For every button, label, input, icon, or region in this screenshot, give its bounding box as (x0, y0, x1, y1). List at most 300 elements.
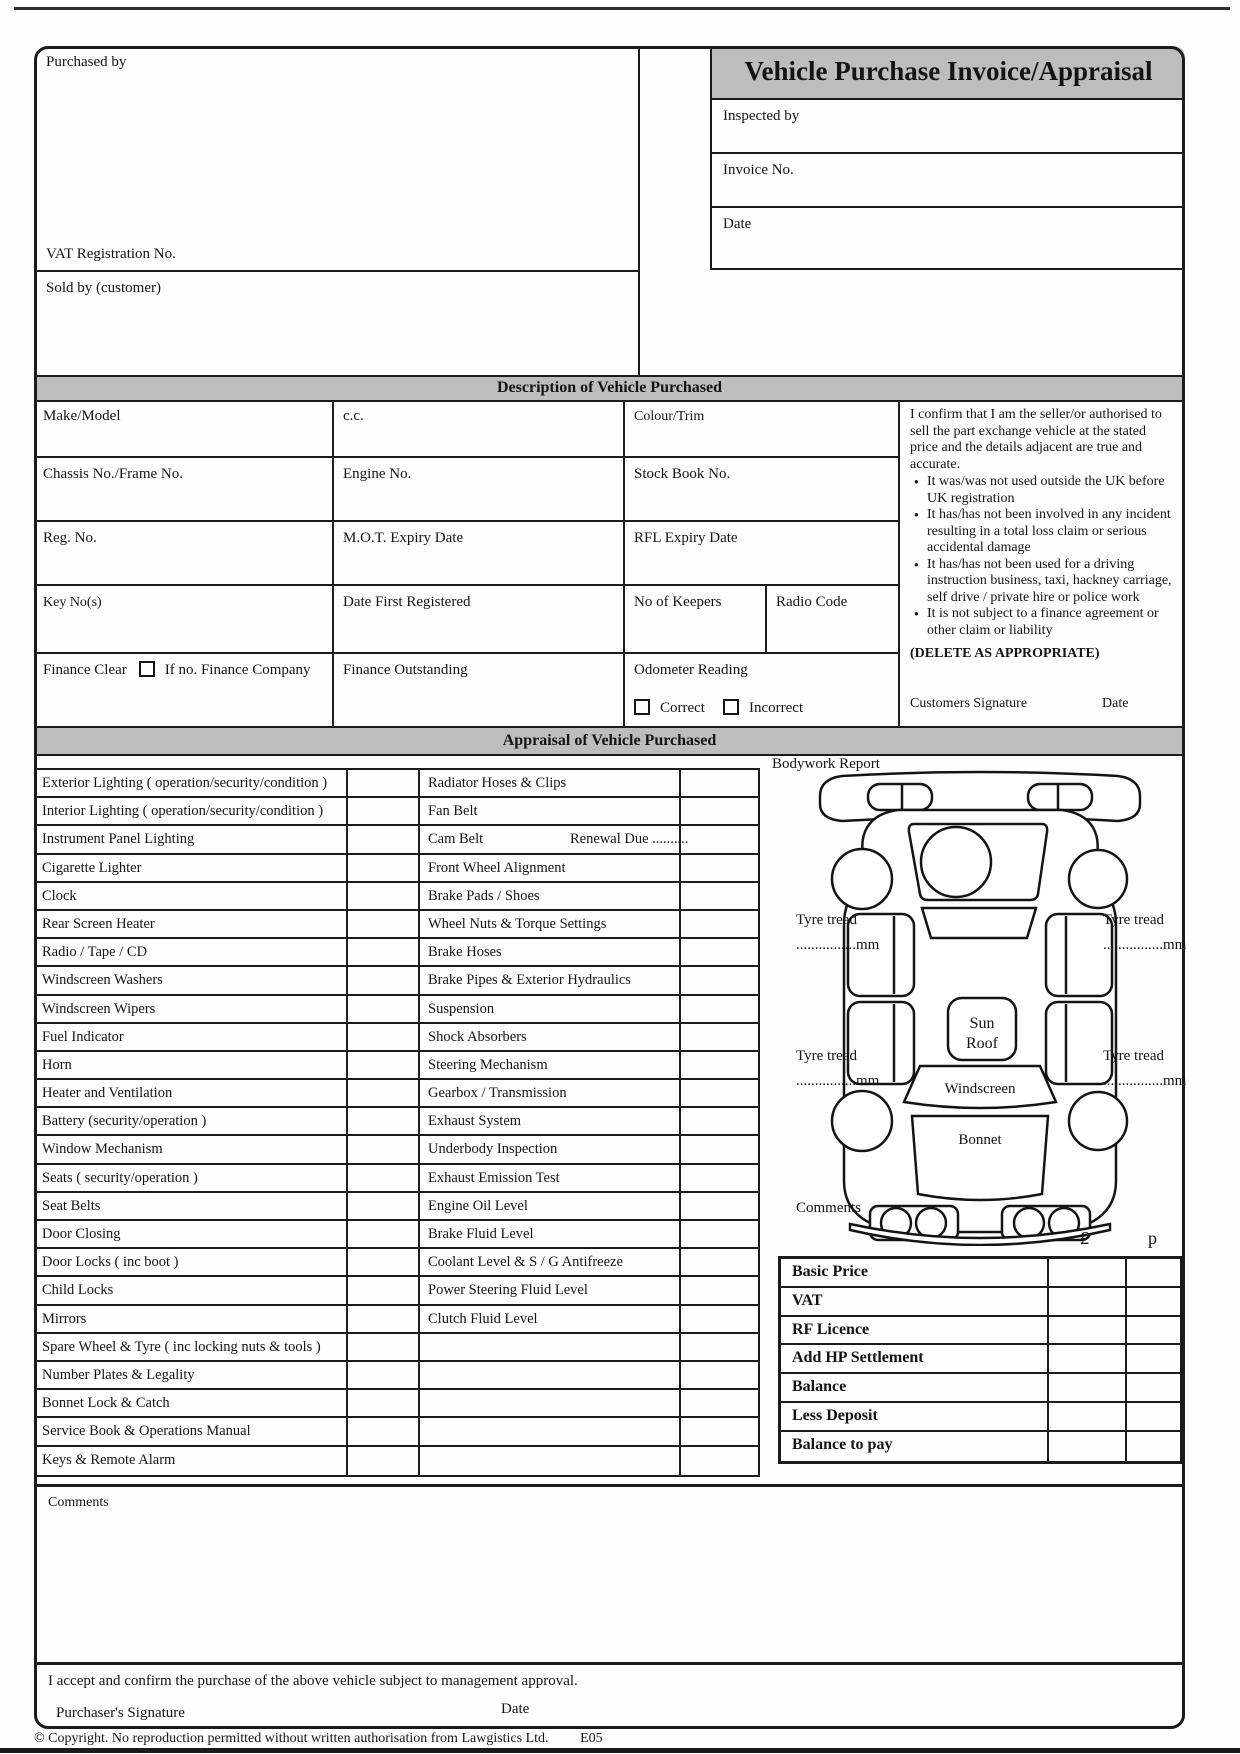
pounds-column-header: £ (1080, 1228, 1089, 1248)
pricing-pounds-cell[interactable] (1049, 1288, 1127, 1315)
checklist-item-label: Horn (34, 1052, 348, 1078)
make-model-field[interactable] (34, 400, 334, 458)
finance-outstanding-label: Finance Outstanding (343, 662, 468, 678)
form-code: E05 (580, 1731, 603, 1746)
scan-artifact-top-line (14, 7, 1230, 10)
pricing-row (781, 1345, 1180, 1374)
checklist-result-cell[interactable] (681, 1306, 758, 1332)
if-no-finance-label: If no. Finance Company (164, 662, 311, 678)
checklist-row (34, 967, 418, 995)
checklist-item-label (420, 1024, 681, 1050)
checklist-result-cell[interactable] (348, 996, 418, 1022)
pricing-pounds-cell[interactable] (1049, 1317, 1127, 1344)
checklist-item-label: Cigarette Lighter (34, 855, 348, 881)
pricing-pence-cell[interactable] (1127, 1288, 1180, 1315)
checklist-item-label (420, 1277, 681, 1303)
checklist-item-label: Seat Belts (34, 1193, 348, 1219)
no-of-keepers-field[interactable] (625, 586, 767, 654)
checklist-item-label (420, 1052, 681, 1078)
acceptance-box (34, 1662, 1185, 1729)
checklist-item-text: Shock Absorbers (428, 1028, 527, 1045)
checklist-item-label (420, 1447, 681, 1475)
checklist-row (34, 798, 418, 826)
cc-label: c.c. (343, 408, 364, 424)
tyre-tread-rear-right[interactable] (1103, 1048, 1186, 1090)
date-field[interactable] (712, 208, 1185, 270)
checklist-row (34, 1221, 418, 1249)
mot-expiry-field[interactable] (334, 522, 625, 586)
checklist-item-text: Power Steering Fluid Level (428, 1282, 588, 1299)
checklist-result-cell[interactable] (348, 911, 418, 937)
copyright-text: © Copyright. No reproduction permitted without written authorisation from Lawgistics Ltd. (34, 1731, 549, 1746)
declaration-bullet: ● It was/was not used outside the UK before UK registration (927, 474, 1176, 507)
pricing-pounds-cell[interactable] (1049, 1403, 1127, 1430)
checklist-item-label: Fuel Indicator (34, 1024, 348, 1050)
checklist-item-label: Exterior Lighting ( operation/security/condition ) (34, 770, 348, 796)
checklist-item-label: Spare Wheel & Tyre ( inc locking nuts & tools ) (34, 1334, 348, 1360)
checklist-row (34, 1249, 418, 1277)
checklist-row (34, 1447, 418, 1475)
checklist-result-cell[interactable] (348, 967, 418, 993)
checklist-result-cell[interactable] (348, 1024, 418, 1050)
checklist-row (420, 1024, 758, 1052)
tyre-tread-mm-line: ................mm (796, 1073, 880, 1089)
checklist-result-cell[interactable] (681, 1447, 758, 1475)
checklist-row (420, 1362, 758, 1390)
checklist-row (34, 770, 418, 798)
checklist-result-cell[interactable] (681, 1390, 758, 1416)
checklist-result-cell[interactable] (348, 1165, 418, 1191)
checklist-item-label: Interior Lighting ( operation/security/condition ) (34, 798, 348, 824)
pricing-row-label: Balance (781, 1374, 1049, 1401)
pricing-row-label: Balance to pay (781, 1432, 1049, 1461)
section-header-appraisal: Appraisal of Vehicle Purchased (34, 726, 1185, 756)
car-top-view-diagram (810, 766, 1150, 1246)
windscreen-label: Windscreen (944, 1081, 1016, 1097)
checklist-row (420, 1390, 758, 1418)
checklist-row (420, 1080, 758, 1108)
checklist-row (34, 1136, 418, 1164)
sun-roof-label-line1: Sun (969, 1015, 995, 1032)
form-title: Vehicle Purchase Invoice/Appraisal (712, 46, 1185, 100)
checklist-row (420, 883, 758, 911)
checklist-item-label: Bonnet Lock & Catch (34, 1390, 348, 1416)
checklist-row (420, 1447, 758, 1475)
checklist-result-cell[interactable] (348, 1249, 418, 1275)
checklist-result-cell[interactable] (348, 1080, 418, 1106)
engine-no-field[interactable] (334, 458, 625, 522)
checklist-result-cell[interactable] (348, 1334, 418, 1360)
checklist-result-cell[interactable] (348, 1418, 418, 1444)
pricing-row (781, 1259, 1180, 1288)
checklist-row (420, 1306, 758, 1334)
checklist-item-text: Brake Hoses (428, 944, 502, 961)
checklist-result-cell[interactable] (348, 1052, 418, 1078)
seller-declaration-panel (900, 400, 1185, 726)
comments-field[interactable] (34, 1484, 1185, 1662)
checklist-item-label: Mirrors (34, 1306, 348, 1332)
checklist-item-text: Front Wheel Alignment (428, 859, 566, 876)
checklist-row (34, 1390, 418, 1418)
checklist-item-text: Underbody Inspection (428, 1141, 558, 1158)
checklist-item-text: Radiator Hoses & Clips (428, 775, 567, 791)
checklist-item-label: Clock (34, 883, 348, 909)
pricing-pence-cell[interactable] (1127, 1432, 1180, 1461)
checklist-item-label (420, 1193, 681, 1219)
checklist-item-text: Brake Pads / Shoes (428, 887, 540, 904)
checklist-item-label: Battery (security/operation ) (34, 1108, 348, 1134)
checklist-item-label (420, 1362, 681, 1388)
scan-artifact-bottom-line (0, 1748, 1240, 1753)
checklist-item-label: Radio / Tape / CD (34, 939, 348, 965)
declaration-bullet: ● It is not subject to a finance agreement or other claim or liability (927, 606, 1176, 639)
checklist-result-cell[interactable] (348, 1193, 418, 1219)
checklist-row (420, 1221, 758, 1249)
tyre-tread-label: Tyre tread (1103, 912, 1164, 928)
checklist-row (420, 770, 758, 798)
engine-no-label: Engine No. (343, 466, 412, 482)
comments-label: Comments (48, 1495, 109, 1510)
pricing-table (778, 1256, 1183, 1464)
odometer-reading-label: Odometer Reading (634, 662, 748, 678)
checklist-row (420, 1193, 758, 1221)
pricing-row-label: Basic Price (781, 1259, 1049, 1286)
checklist-result-cell[interactable] (681, 1136, 758, 1162)
declaration-bullet: ● It has/has not been involved in any incident resulting in a total loss claim or serious accidental damage (927, 507, 1176, 557)
checklist-item-text: Cam Belt (428, 831, 484, 848)
checklist-item-label: Windscreen Washers (34, 967, 348, 993)
checklist-row (420, 967, 758, 995)
declaration-bullet: ● It has/has not been used for a driving instruction business, taxi, hackney carriage, self drive / private hire or police work (927, 557, 1176, 607)
checklist-item-text: Coolant Level & S / G Antifreeze (428, 1254, 623, 1271)
odometer-incorrect-label: Incorrect (748, 700, 804, 716)
checklist-item-label (420, 1418, 681, 1444)
checklist-item-label (420, 1249, 681, 1275)
checklist-row (34, 855, 418, 883)
inspected-by-label: Inspected by (723, 108, 800, 124)
checklist-item-label (420, 1165, 681, 1191)
tyre-tread-mm-line: ................mm (1103, 937, 1187, 953)
checklist-result-cell[interactable] (348, 770, 418, 796)
tyre-tread-rear-left[interactable] (796, 1048, 879, 1090)
sold-by-field[interactable] (34, 272, 640, 375)
checklist-item-label: Child Locks (34, 1277, 348, 1303)
checklist-item-text: Gearbox / Transmission (428, 1085, 567, 1102)
checklist-result-cell[interactable] (681, 911, 758, 937)
checklist-item-label: Windscreen Wipers (34, 996, 348, 1022)
pricing-pounds-cell[interactable] (1049, 1432, 1127, 1461)
delete-as-appropriate-note: (DELETE AS APPROPRIATE) (910, 646, 1100, 662)
checklist-item-text: Suspension (428, 1000, 495, 1017)
vat-registration-label: VAT Registration No. (46, 245, 176, 262)
checklist-result-cell[interactable] (681, 883, 758, 909)
checklist-item-label: Seats ( security/operation ) (34, 1165, 348, 1191)
checklist-item-label: Door Closing (34, 1221, 348, 1247)
key-nos-field[interactable] (34, 586, 334, 654)
pricing-pounds-cell[interactable] (1049, 1259, 1127, 1286)
reg-no-field[interactable] (34, 522, 334, 586)
checklist-item-label (420, 1080, 681, 1106)
pricing-pounds-cell[interactable] (1049, 1374, 1127, 1401)
checklist-row (420, 939, 758, 967)
checklist-item-label (420, 826, 689, 852)
purchased-by-label: Purchased by (46, 54, 127, 70)
checklist-item-label (420, 967, 681, 993)
checklist-result-cell[interactable] (348, 798, 418, 824)
finance-clear-field[interactable] (34, 654, 334, 726)
finance-clear-checkbox[interactable] (139, 661, 155, 677)
mot-expiry-label: M.O.T. Expiry Date (343, 530, 464, 546)
date-first-registered-field[interactable] (334, 586, 625, 654)
checklist-item-label (420, 1334, 681, 1360)
checklist-result-cell[interactable] (681, 1418, 758, 1444)
checklist-item-label (420, 798, 681, 824)
checklist-item-label: Number Plates & Legality (34, 1362, 348, 1388)
customers-signature-date-label: Date (1102, 696, 1129, 712)
pricing-pence-cell[interactable] (1127, 1259, 1180, 1286)
date-label: Date (723, 216, 752, 232)
customers-signature-area[interactable] (910, 696, 1175, 713)
odometer-incorrect-checkbox[interactable] (723, 699, 739, 715)
checklist-result-cell[interactable] (681, 939, 758, 965)
checklist-result-cell[interactable] (348, 855, 418, 881)
rfl-expiry-field[interactable] (625, 522, 900, 586)
cc-field[interactable] (334, 400, 625, 458)
checklist-result-cell[interactable] (348, 939, 418, 965)
tyre-tread-mm-line: ................mm (796, 937, 880, 953)
declaration-bullet-list (910, 474, 1176, 639)
checklist-item-label: Heater and Ventilation (34, 1080, 348, 1106)
checklist-item-extra: Renewal Due .......... (570, 831, 689, 848)
checklist-result-cell[interactable] (348, 1447, 418, 1475)
odometer-reading-field[interactable] (625, 654, 900, 726)
checklist-row (34, 1052, 418, 1080)
tyre-tread-mm-line: ................mm (1103, 1073, 1187, 1089)
checklist-result-cell[interactable] (348, 1277, 418, 1303)
checklist-item-label (420, 1306, 681, 1332)
sold-by-label: Sold by (customer) (46, 280, 161, 296)
tyre-tread-front-left[interactable] (796, 912, 879, 954)
section-header-description: Description of Vehicle Purchased (34, 375, 1185, 402)
checklist-result-cell[interactable] (348, 1362, 418, 1388)
key-nos-label: Key No(s) (43, 595, 102, 610)
finance-outstanding-field[interactable] (334, 654, 625, 726)
checklist-result-cell[interactable] (681, 826, 758, 852)
purchased-by-field[interactable] (34, 46, 640, 272)
odometer-correct-label: Correct (660, 700, 705, 716)
checklist-result-cell[interactable] (681, 1277, 758, 1303)
checklist-row (420, 996, 758, 1024)
make-model-label: Make/Model (43, 408, 121, 424)
purchasers-signature-label: Purchaser's Signature (56, 1705, 185, 1721)
checklist-row (420, 1334, 758, 1362)
checklist-result-cell[interactable] (681, 1249, 758, 1275)
checklist-item-label (420, 1390, 681, 1416)
no-of-keepers-label: No of Keepers (634, 594, 722, 610)
chassis-no-field[interactable] (34, 458, 334, 522)
checklist-row (420, 1108, 758, 1136)
pricing-row (781, 1317, 1180, 1346)
stock-book-no-label: Stock Book No. (634, 466, 731, 482)
tyre-tread-label: Tyre tread (796, 1048, 857, 1064)
finance-clear-label: Finance Clear (43, 662, 127, 678)
pricing-row-label: RF Licence (781, 1317, 1049, 1344)
checklist-item-text: Fan Belt (428, 803, 478, 820)
pricing-row-label: VAT (781, 1288, 1049, 1315)
tyre-tread-label: Tyre tread (796, 912, 857, 928)
tyre-tread-label: Tyre tread (1103, 1048, 1164, 1064)
pricing-row-label: Less Deposit (781, 1403, 1049, 1430)
pricing-pence-cell[interactable] (1127, 1345, 1180, 1372)
checklist-result-cell[interactable] (681, 1108, 758, 1134)
copyright-line (34, 1731, 603, 1747)
checklist-result-cell[interactable] (348, 1108, 418, 1134)
checklist-row (34, 1306, 418, 1334)
reg-no-label: Reg. No. (43, 530, 97, 546)
checklist-result-cell[interactable] (348, 1306, 418, 1332)
checklist-item-label (420, 1136, 681, 1162)
customers-signature-label: Customers Signature (910, 696, 1028, 712)
rfl-expiry-label: RFL Expiry Date (634, 530, 738, 546)
checklist-result-cell[interactable] (681, 1024, 758, 1050)
checklist-row (34, 1024, 418, 1052)
header-right-column (710, 46, 1185, 270)
pence-column-header: p (1148, 1228, 1157, 1248)
checklist-row (34, 1108, 418, 1136)
checklist-row (34, 1418, 418, 1446)
tyre-tread-front-right[interactable] (1103, 912, 1186, 954)
checklist-result-cell[interactable] (681, 1193, 758, 1219)
inspected-by-field[interactable] (712, 100, 1185, 154)
checklist-item-label (420, 883, 681, 909)
checklist-item-text: Wheel Nuts & Torque Settings (428, 915, 607, 932)
checklist-row (420, 1136, 758, 1164)
appraisal-checklist-left (34, 768, 420, 1477)
checklist-item-label: Rear Screen Heater (34, 911, 348, 937)
checklist-item-text: Engine Oil Level (428, 1197, 528, 1214)
checklist-row (420, 798, 758, 826)
checklist-item-label (420, 996, 681, 1022)
checklist-row (34, 911, 418, 939)
bonnet-label: Bonnet (958, 1132, 1002, 1148)
checklist-item-text: Steering Mechanism (428, 1056, 548, 1073)
checklist-row (420, 1165, 758, 1193)
pricing-row-label: Add HP Settlement (781, 1345, 1049, 1372)
sun-roof-label-line2: Roof (966, 1035, 998, 1052)
checklist-result-cell[interactable] (681, 770, 758, 796)
checklist-item-label (420, 855, 681, 881)
checklist-row (34, 1277, 418, 1305)
odometer-correct-checkbox[interactable] (634, 699, 650, 715)
checklist-result-cell[interactable] (348, 1390, 418, 1416)
invoice-no-field[interactable] (712, 154, 1185, 208)
checklist-row (420, 826, 758, 854)
pricing-pence-cell[interactable] (1127, 1374, 1180, 1401)
stock-book-no-field[interactable] (625, 458, 900, 522)
pricing-pence-cell[interactable] (1127, 1403, 1180, 1430)
checklist-row (34, 826, 418, 854)
checklist-result-cell[interactable] (681, 967, 758, 993)
checklist-item-label: Window Mechanism (34, 1136, 348, 1162)
checklist-item-label (420, 1221, 681, 1247)
checklist-row (34, 1362, 418, 1390)
radio-code-field[interactable] (767, 586, 900, 654)
checklist-row (420, 1249, 758, 1277)
checklist-item-text: Clutch Fluid Level (428, 1310, 538, 1327)
checklist-result-cell[interactable] (348, 826, 418, 852)
pricing-row (781, 1288, 1180, 1317)
checklist-row (34, 996, 418, 1024)
checklist-row (420, 1052, 758, 1080)
checklist-result-cell[interactable] (681, 996, 758, 1022)
checklist-item-text: Exhaust Emission Test (428, 1169, 560, 1186)
checklist-row (34, 1334, 418, 1362)
checklist-item-text: Brake Fluid Level (428, 1226, 534, 1242)
checklist-item-label: Keys & Remote Alarm (34, 1447, 348, 1475)
pricing-pounds-cell[interactable] (1049, 1345, 1127, 1372)
checklist-row (34, 1080, 418, 1108)
bodywork-comments-label: Comments (796, 1200, 862, 1216)
pricing-row (781, 1374, 1180, 1403)
colour-trim-field[interactable] (625, 400, 900, 458)
chassis-no-label: Chassis No./Frame No. (43, 466, 183, 482)
checklist-item-label (420, 1108, 681, 1134)
checklist-result-cell[interactable] (681, 1221, 758, 1247)
appraisal-checklist-middle (420, 768, 760, 1477)
checklist-item-label: Instrument Panel Lighting (34, 826, 348, 852)
purchasers-signature-area[interactable] (56, 1705, 185, 1722)
checklist-result-cell[interactable] (681, 1080, 758, 1106)
checklist-row (420, 1277, 758, 1305)
checklist-result-cell[interactable] (681, 1165, 758, 1191)
bodywork-report-title: Bodywork Report (772, 756, 880, 772)
checklist-result-cell[interactable] (348, 883, 418, 909)
checklist-result-cell[interactable] (681, 1052, 758, 1078)
radio-code-label: Radio Code (776, 594, 848, 610)
checklist-item-label: Service Book & Operations Manual (34, 1418, 348, 1444)
checklist-result-cell[interactable] (348, 1221, 418, 1247)
checklist-row (34, 883, 418, 911)
checklist-row (34, 1193, 418, 1221)
pricing-row (781, 1403, 1180, 1432)
pricing-pence-cell[interactable] (1127, 1317, 1180, 1344)
checklist-result-cell[interactable] (681, 1362, 758, 1388)
checklist-result-cell[interactable] (681, 1334, 758, 1360)
checklist-row (420, 1418, 758, 1446)
checklist-row (34, 939, 418, 967)
checklist-item-text: Exhaust System (428, 1113, 522, 1130)
colour-trim-label: Colour/Trim (634, 409, 705, 424)
acceptance-statement: I accept and confirm the purchase of the above vehicle subject to management approval. (48, 1673, 578, 1689)
checklist-row (34, 1165, 418, 1193)
declaration-intro: I confirm that I am the seller/or authorised to sell the part exchange vehicle at the stated price and the details adjacent are true and accurate. (910, 407, 1162, 472)
checklist-result-cell[interactable] (348, 1136, 418, 1162)
pricing-row (781, 1432, 1180, 1461)
checklist-row (420, 855, 758, 883)
purchase-date-label: Date (501, 1701, 530, 1717)
checklist-item-label (420, 939, 681, 965)
checklist-item-label: Door Locks ( inc boot ) (34, 1249, 348, 1275)
checklist-item-label (420, 911, 681, 937)
date-first-registered-label: Date First Registered (343, 594, 471, 610)
checklist-result-cell[interactable] (681, 855, 758, 881)
checklist-item-label (420, 770, 681, 796)
purchase-date-area[interactable] (501, 1701, 529, 1718)
invoice-no-label: Invoice No. (723, 162, 794, 178)
checklist-item-text: Brake Pipes & Exterior Hydraulics (428, 972, 631, 989)
checklist-row (420, 911, 758, 939)
checklist-result-cell[interactable] (681, 798, 758, 824)
